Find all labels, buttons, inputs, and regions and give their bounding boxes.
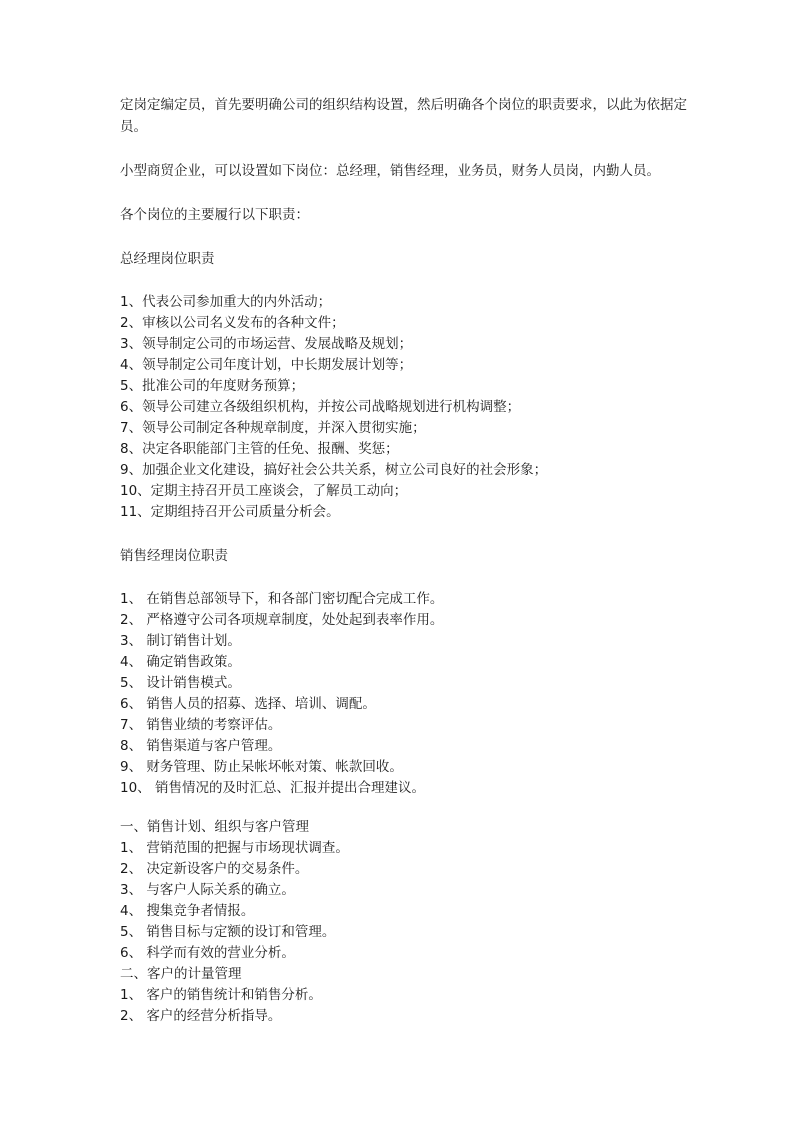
gm-duty-list (120, 292, 690, 523)
list-item: 9、加强企业文化建设，搞好社会公共关系，树立公司良好的社会形象； (120, 462, 548, 478)
list-item: 10、定期主持召开员工座谈会，了解员工动向； (120, 483, 408, 499)
list-item: 7、 销售业绩的考察评估。 (120, 717, 282, 733)
customer-mgmt-heading: 二、客户的计量管理 (120, 966, 242, 982)
list-item: 5、 销售目标与定额的设订和管理。 (120, 924, 336, 940)
list-item: 3、 与客户人际关系的确立。 (120, 882, 295, 898)
list-item: 8、决定各职能部门主管的任免、报酬、奖惩； (120, 441, 399, 457)
list-item: 1、代表公司参加重大的内外活动； (120, 294, 332, 310)
list-item: 3、 制订销售计划。 (120, 633, 241, 649)
list-item: 4、 确定销售政策。 (120, 654, 241, 670)
list-item: 7、领导公司制定各种规章制度，并深入贯彻实施； (120, 420, 426, 436)
list-item: 8、 销售渠道与客户管理。 (120, 738, 282, 754)
list-item: 1、 在销售总部领导下，和各部门密切配合完成工作。 (120, 591, 444, 607)
list-item: 2、审核以公司名义发布的各种文件； (120, 315, 345, 331)
intro-paragraph-1: 定岗定编定员，首先要明确公司的组织结构设置，然后明确各个岗位的职责要求，以此为依据定员。 (120, 97, 687, 135)
list-item: 9、 财务管理、防止呆帐坏帐对策、帐款回收。 (120, 759, 403, 775)
intro-paragraph-2: 小型商贸企业，可以设置如下岗位：总经理，销售经理，业务员，财务人员岗，内勤人员。 (120, 163, 660, 179)
sm-section-title: 销售经理岗位职责 (120, 548, 228, 564)
intro-paragraph-3: 各个岗位的主要履行以下职责： (120, 207, 309, 223)
list-item: 4、领导制定公司年度计划，中长期发展计划等； (120, 357, 413, 373)
sales-plan-heading: 一、销售计划、组织与客户管理 (120, 819, 309, 835)
list-item: 10、 销售情况的及时汇总、汇报并提出合理建议。 (120, 780, 425, 796)
sm-duty-list (120, 589, 690, 799)
document-page (120, 94, 690, 1027)
list-item: 5、 设计销售模式。 (120, 675, 241, 691)
list-item: 3、领导制定公司的市场运营、发展战略及规划； (120, 336, 413, 352)
list-item: 6、 销售人员的招募、选择、培训、调配。 (120, 696, 376, 712)
list-item: 6、领导公司建立各级组织机构，并按公司战略规划进行机构调整； (120, 399, 521, 415)
list-item: 4、 搜集竞争者情报。 (120, 903, 255, 919)
sales-plan-list (120, 817, 690, 1027)
list-item: 6、 科学而有效的营业分析。 (120, 945, 295, 961)
list-item: 5、批准公司的年度财务预算； (120, 378, 305, 394)
list-item: 2、 决定新设客户的交易条件。 (120, 861, 309, 877)
list-item: 11、定期组持召开公司质量分析会。 (120, 504, 340, 520)
list-item: 2、 严格遵守公司各项规章制度，处处起到表率作用。 (120, 612, 444, 628)
gm-section-title: 总经理岗位职责 (120, 251, 215, 267)
list-item: 2、 客户的经营分析指导。 (120, 1008, 282, 1024)
list-item: 1、 客户的销售统计和销售分析。 (120, 987, 322, 1003)
list-item: 1、 营销范围的把握与市场现状调查。 (120, 840, 349, 856)
